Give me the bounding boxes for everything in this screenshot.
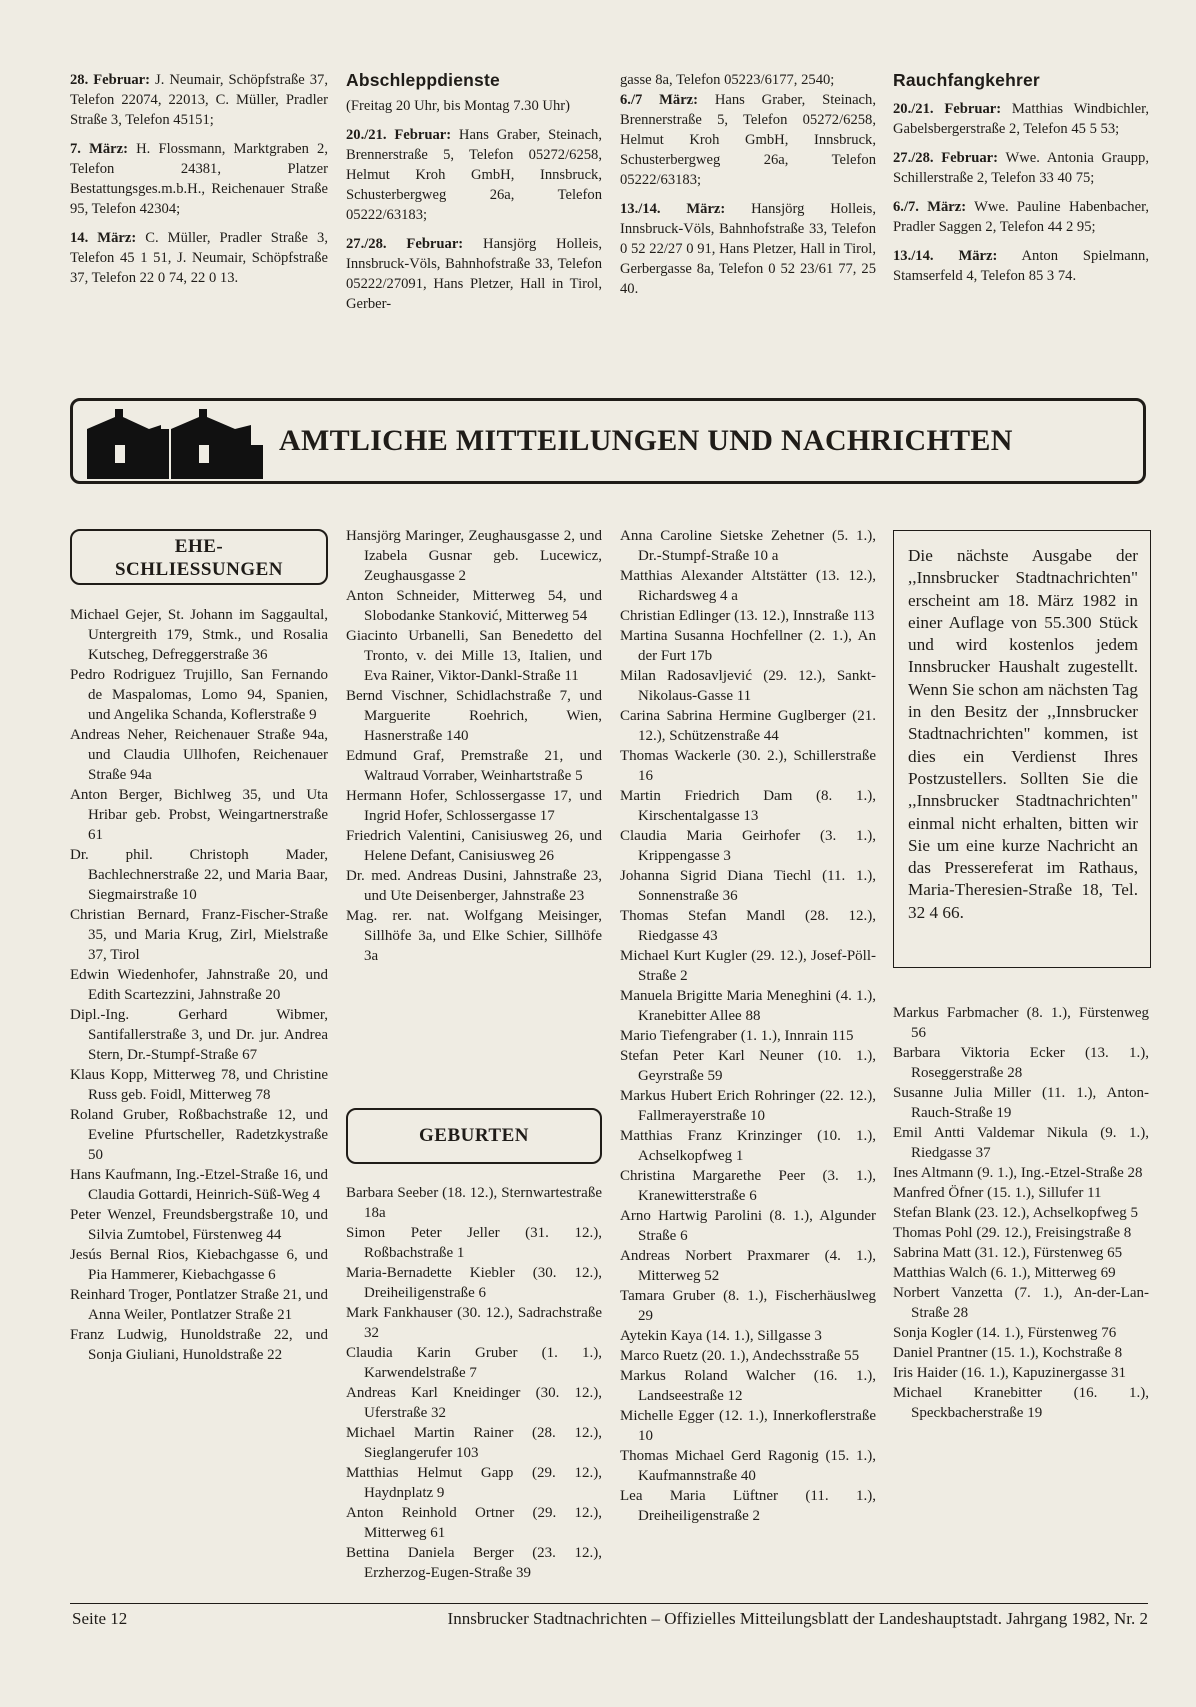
duty-entry: [70, 70, 328, 130]
list-item: Arno Hartwig Parolini (8. 1.), Algunder Straße 6: [620, 1208, 876, 1244]
duty-entry: [620, 199, 876, 299]
list-item: Johanna Sigrid Diana Tiechl (11. 1.), Sonnenstraße 36: [620, 868, 876, 904]
list-item: Mag. rer. nat. Wolfgang Meisinger, Sillhöfe 3a, und Elke Schier, Sillhöfe 3a: [346, 908, 602, 964]
list-item: Michael Kranebitter (16. 1.), Speckbacherstraße 19: [893, 1385, 1149, 1421]
list-item: Michael Martin Rainer (28. 12.), Sieglangerufer 103: [346, 1425, 602, 1461]
list-item: Michelle Egger (12. 1.), Innerkoflerstraße 10: [620, 1408, 876, 1444]
duty-entry: [346, 234, 602, 314]
entry-date: 20./21. Februar:: [893, 101, 1002, 117]
section-banner: [70, 398, 1146, 484]
list-item: Bernd Vischner, Schidlachstraße 7, und Marguerite Roehrich, Wien, Hasnerstraße 140: [346, 688, 602, 744]
list-item: Daniel Prantner (15. 1.), Kochstraße 8: [893, 1345, 1123, 1361]
entry-date: 7. März:: [70, 141, 128, 157]
geburten-col-4: [893, 1003, 1149, 1423]
entry-date: 27./28. Februar:: [893, 150, 999, 166]
city-coat-of-arms-icon: [85, 405, 275, 479]
list-item: Manuela Brigitte Maria Meneghini (4. 1.), Kranebitter Allee 88: [620, 988, 876, 1024]
entry-text: Hansjörg Holleis, Innsbruck-Völs, Bahnhofstraße 33, Telefon 05222/27091, Hans Pletzer, Hall in Tirol, Gerber-: [346, 236, 602, 312]
next-issue-notice: [893, 530, 1151, 968]
top-col-4: [893, 70, 1149, 286]
list-item: Milan Radosavljević (29. 12.), Sankt-Nikolaus-Gasse 11: [620, 668, 876, 704]
list-item: Matthias Franz Krinzinger (10. 1.), Achselkopfweg 1: [620, 1128, 876, 1164]
duty-entry: [620, 90, 876, 190]
list-item: Aytekin Kaya (14. 1.), Sillgasse 3: [620, 1328, 822, 1344]
list-item: Peter Wenzel, Freundsbergstraße 10, und Silvia Zumtobel, Fürstenweg 44: [70, 1207, 328, 1243]
list-item: Christian Edlinger (13. 12.), Innstraße 113: [620, 608, 875, 624]
list-item: Andreas Karl Kneidinger (30. 12.), Uferstraße 32: [346, 1385, 602, 1421]
list-item: Iris Haider (16. 1.), Kapuzinergasse 31: [893, 1365, 1126, 1381]
list-item: Klaus Kopp, Mitterweg 78, und Christine Russ geb. Foidl, Mitterweg 78: [70, 1067, 328, 1103]
list-item: Hermann Hofer, Schlossergasse 17, und Ingrid Hofer, Schlossergasse 17: [346, 788, 602, 824]
ehe-heading-line1: EHE-: [174, 536, 224, 557]
list-item: Carina Sabrina Hermine Guglberger (21. 12.), Schützenstraße 44: [620, 708, 876, 744]
duty-entry: [893, 246, 1149, 286]
entry-date: 13./14. März:: [893, 248, 998, 264]
section-heading-rauchfangkehrer: Rauchfangkehrer: [893, 70, 1040, 90]
list-item: Markus Hubert Erich Rohringer (22. 12.), Fallmerayerstraße 10: [620, 1088, 876, 1124]
ehe-heading-line2: SCHLIESSUNGEN: [114, 559, 284, 580]
entry-date: 27./28. Februar:: [346, 236, 464, 252]
entry-date: 28. Februar:: [70, 72, 151, 88]
entry-text: C. Müller, Pradler Straße 3, Telefon 45 1 51, J. Neumair, Schöpfstraße 37, Telefon 22 0 74, 22 0 13.: [70, 230, 328, 286]
entry-text: Wwe. Pauline Habenbacher, Pradler Saggen 2, Telefon 44 2 95;: [893, 199, 1149, 235]
ehe-col-1: [70, 605, 328, 1365]
list-item: Thomas Wackerle (30. 2.), Schillerstraße 16: [620, 748, 876, 784]
list-item: Anton Berger, Bichlweg 35, und Uta Hribar geb. Probst, Weingartnerstraße 61: [70, 787, 328, 843]
duty-entry: [893, 148, 1149, 188]
duty-entry: [70, 139, 328, 219]
list-item: Tamara Gruber (8. 1.), Fischerhäuslweg 29: [620, 1288, 876, 1324]
list-item: Andreas Neher, Reichenauer Straße 94a, und Claudia Ullhofen, Reichenauer Straße 94a: [70, 727, 328, 783]
duty-entry: [70, 228, 328, 288]
entry-text: Hansjörg Holleis, Innsbruck-Völs, Bahnhofstraße 33, Telefon 0 52 22/27 0 91, Hans Pletzer, Hall in Tirol, Gerbergasse 8a, Telefon 0 52 23/61 77, 25 40.: [620, 201, 877, 297]
list-item: Anton Schneider, Mitterweg 54, und Slobodanke Stanković, Mitterweg 54: [346, 588, 602, 624]
list-item: Roland Gruber, Roßbachstraße 12, und Eveline Pfurtscheller, Radetzkystraße 50: [70, 1107, 328, 1163]
entry-date: 14. März:: [70, 230, 137, 246]
list-item: Dr. phil. Christoph Mader, Bachlechnerstraße 22, und Maria Baar, Siegmairstraße 10: [70, 847, 328, 903]
entry-text: Hans Graber, Steinach, Brennerstraße 5, Telefon 05272/6258, Helmut Kroh GmbH, Innsbruck, Schusterbergweg 26a, Telefon 05222/63183;: [346, 127, 602, 223]
entry-text: H. Flossmann, Marktgraben 2, Telefon 24381, Platzer Bestattungsges.m.b.H., Reichenauer Straße 95, Telefon 42304;: [70, 141, 328, 217]
list-item: Matthias Helmut Gapp (29. 12.), Haydnplatz 9: [346, 1465, 602, 1501]
entry-date: 13./14. März:: [620, 201, 726, 217]
list-item: Martin Friedrich Dam (8. 1.), Kirschentalgasse 13: [620, 788, 876, 824]
list-item: Pedro Rodriguez Trujillo, San Fernando de Maspalomas, Lomo 94, Spanien, und Angelika Schanda, Koflerstraße 9: [70, 667, 328, 723]
list-item: Christian Bernard, Franz-Fischer-Straße 35, und Maria Krug, Zirl, Mielstraße 37, Tirol: [70, 907, 328, 963]
banner-title: AMTLICHE MITTEILUNGEN UND NACHRICHTEN: [279, 424, 1013, 457]
list-item: Thomas Stefan Mandl (28. 12.), Riedgasse 43: [620, 908, 876, 944]
entry-date: 6./7 März:: [620, 92, 699, 108]
geburten-heading: GEBURTEN: [419, 1125, 529, 1146]
entry-text: Hans Graber, Steinach, Brennerstraße 5, Telefon 05272/6258, Helmut Kroh GmbH, Innsbruck, Schusterbergweg 26a, Telefon 05222/63183;: [620, 92, 876, 188]
list-item: Andreas Norbert Praxmarer (4. 1.), Mitterweg 52: [620, 1248, 876, 1284]
list-item: Giacinto Urbanelli, San Benedetto del Tronto, v. dei Mille 13, Italien, und Eva Rainer, Viktor-Dankl-Straße 11: [346, 628, 602, 684]
list-item: Anton Reinhold Ortner (29. 12.), Mitterweg 61: [346, 1505, 602, 1541]
geburten-heading-box: [346, 1108, 602, 1164]
list-item: Barbara Viktoria Ecker (13. 1.), Roseggerstraße 28: [893, 1045, 1149, 1081]
list-item: Simon Peter Jeller (31. 12.), Roßbachstraße 1: [346, 1225, 602, 1261]
ehe-col-2: [346, 526, 602, 966]
list-item: Maria-Bernadette Kiebler (30. 12.), Dreiheiligenstraße 6: [346, 1265, 602, 1301]
list-item: Mark Fankhauser (30. 12.), Sadrachstraße 32: [346, 1305, 602, 1341]
entry-date: 6./7. März:: [893, 199, 967, 215]
publication-line: Innsbrucker Stadtnachrichten – Offizielles Mitteilungsblatt der Landeshauptstadt. Jahrgang 1982, Nr. 2: [447, 1609, 1148, 1628]
list-item: Friedrich Valentini, Canisiusweg 26, und Helene Defant, Canisiusweg 26: [346, 828, 602, 864]
geburten-col-2: [346, 1183, 602, 1583]
list-item: Edmund Graf, Premstraße 21, und Waltraud Vorraber, Weinhartstraße 5: [346, 748, 602, 784]
list-item: Stefan Blank (23. 12.), Achselkopfweg 5: [893, 1205, 1138, 1221]
duty-entry: [893, 197, 1149, 237]
list-item: Norbert Vanzetta (7. 1.), An-der-Lan-Straße 28: [893, 1285, 1149, 1321]
list-item: Edwin Wiedenhofer, Jahnstraße 20, und Edith Scartezzini, Jahnstraße 20: [70, 967, 328, 1003]
list-item: Matthias Walch (6. 1.), Mitterweg 69: [893, 1265, 1116, 1281]
footer-divider: [70, 1603, 1148, 1604]
list-item: Hans Kaufmann, Ing.-Etzel-Straße 16, und Claudia Gottardi, Heinrich-Süß-Weg 4: [70, 1167, 328, 1203]
continuation-text: gasse 8a, Telefon 05223/6177, 2540;: [620, 72, 835, 88]
list-item: Stefan Peter Karl Neuner (10. 1.), Geyrstraße 59: [620, 1048, 876, 1084]
list-item: Hansjörg Maringer, Zeughausgasse 2, und Izabela Gusnar geb. Lucewicz, Zeughausgasse 2: [346, 528, 602, 584]
entry-text: Anton Spielmann, Stamserfeld 4, Telefon 85 3 74.: [893, 248, 1150, 284]
list-item: Markus Roland Walcher (16. 1.), Landseestraße 12: [620, 1368, 876, 1404]
list-item: Susanne Julia Miller (11. 1.), Anton-Rauch-Straße 19: [893, 1085, 1149, 1121]
duty-entry: [346, 125, 602, 225]
list-item: Sabrina Matt (31. 12.), Fürstenweg 65: [893, 1245, 1123, 1261]
top-col-1: [70, 70, 328, 288]
top-col-2: [346, 70, 602, 314]
section-intro: (Freitag 20 Uhr, bis Montag 7.30 Uhr): [346, 98, 570, 114]
list-item: Claudia Karin Gruber (1. 1.), Karwendelstraße 7: [346, 1345, 602, 1381]
list-item: Martina Susanna Hochfellner (2. 1.), An der Furt 17b: [620, 628, 876, 664]
duty-entry: [893, 99, 1149, 139]
notice-text: Die nächste Ausgabe der ,,Innsbrucker Stadtnachrichten" erscheint am 18. März 1982 in einer Auflage von 55.300 Stück und wird kostenlos jedem Innsbrucker Haushalt zugestellt. Wenn Sie schon am nächsten Tag in den Besitz der ,,Innsbrucker Stadtnachrichten" kommen, ist dies ein Verdienst Ihres Postzustellers. Sollten Sie die ,,Innsbrucker Stadtnachrichten" einmal nicht erhalten, bitten wir Sie um eine kurze Nachricht an das Pressereferat im Rathaus, Maria-Theresien-Straße 18, Tel. 32 4 66.: [908, 546, 1138, 922]
list-item: Manfred Öfner (15. 1.), Sillufer 11: [893, 1185, 1102, 1201]
list-item: Mario Tiefengraber (1. 1.), Innrain 115: [620, 1028, 854, 1044]
list-item: Emil Antti Valdemar Nikula (9. 1.), Riedgasse 37: [893, 1125, 1149, 1161]
entry-date: 20./21. Februar:: [346, 127, 452, 143]
entry-text: Wwe. Antonia Graupp, Schillerstraße 2, Telefon 33 40 75;: [893, 150, 1149, 186]
list-item: Reinhard Troger, Pontlatzer Straße 21, und Anna Weiler, Pontlatzer Straße 21: [70, 1287, 328, 1323]
list-item: Anna Caroline Sietske Zehetner (5. 1.), Dr.-Stumpf-Straße 10 a: [620, 528, 876, 564]
list-item: Claudia Maria Geirhofer (3. 1.), Krippengasse 3: [620, 828, 876, 864]
list-item: Marco Ruetz (20. 1.), Andechsstraße 55: [620, 1348, 860, 1364]
entry-text: J. Neumair, Schöpfstraße 37, Telefon 22074, 22013, C. Müller, Pradler Straße 3, Telefon 45151;: [70, 72, 328, 128]
geburten-col-3: [620, 526, 876, 1526]
list-item: Christina Margarethe Peer (3. 1.), Kranewitterstraße 6: [620, 1168, 876, 1204]
list-item: Markus Farbmacher (8. 1.), Fürstenweg 56: [893, 1005, 1149, 1041]
list-item: Barbara Seeber (18. 12.), Sternwartestraße 18a: [346, 1185, 602, 1221]
list-item: Thomas Michael Gerd Ragonig (15. 1.), Kaufmannstraße 40: [620, 1448, 876, 1484]
page-number: Seite 12: [72, 1609, 128, 1628]
list-item: Sonja Kogler (14. 1.), Fürstenweg 76: [893, 1325, 1117, 1341]
list-item: Franz Ludwig, Hunoldstraße 22, und Sonja Giuliani, Hunoldstraße 22: [70, 1327, 328, 1363]
section-heading-abschleppdienste: Abschleppdienste: [346, 70, 500, 90]
list-item: Lea Maria Lüftner (11. 1.), Dreiheiligenstraße 2: [620, 1488, 876, 1524]
list-item: Matthias Alexander Altstätter (13. 12.), Richardsweg 4 a: [620, 568, 876, 604]
entry-text: Matthias Windbichler, Gabelsbergerstraße 2, Telefon 45 5 53;: [893, 101, 1149, 137]
list-item: Michael Kurt Kugler (29. 12.), Josef-Pöll-Straße 2: [620, 948, 876, 984]
list-item: Jesús Bernal Rios, Kiebachgasse 6, und Pia Hammerer, Kiebachgasse 6: [70, 1247, 328, 1283]
ehe-heading-box: [70, 529, 328, 585]
list-item: Michael Gejer, St. Johann im Saggaultal, Untergreith 179, Stmk., und Rosalia Kutscheg, Defreggerstraße 36: [70, 607, 328, 663]
list-item: Ines Altmann (9. 1.), Ing.-Etzel-Straße 28: [893, 1165, 1143, 1181]
list-item: Bettina Daniela Berger (23. 12.), Erzherzog-Eugen-Straße 39: [346, 1545, 602, 1581]
list-item: Dr. med. Andreas Dusini, Jahnstraße 23, und Ute Deisenberger, Jahnstraße 23: [346, 868, 602, 904]
list-item: Dipl.-Ing. Gerhard Wibmer, Santifallerstraße 3, und Dr. jur. Andrea Stern, Dr.-Stumpf-Straße 67: [70, 1007, 328, 1063]
list-item: Thomas Pohl (29. 12.), Freisingstraße 8: [893, 1225, 1132, 1241]
top-col-3: [620, 70, 876, 299]
